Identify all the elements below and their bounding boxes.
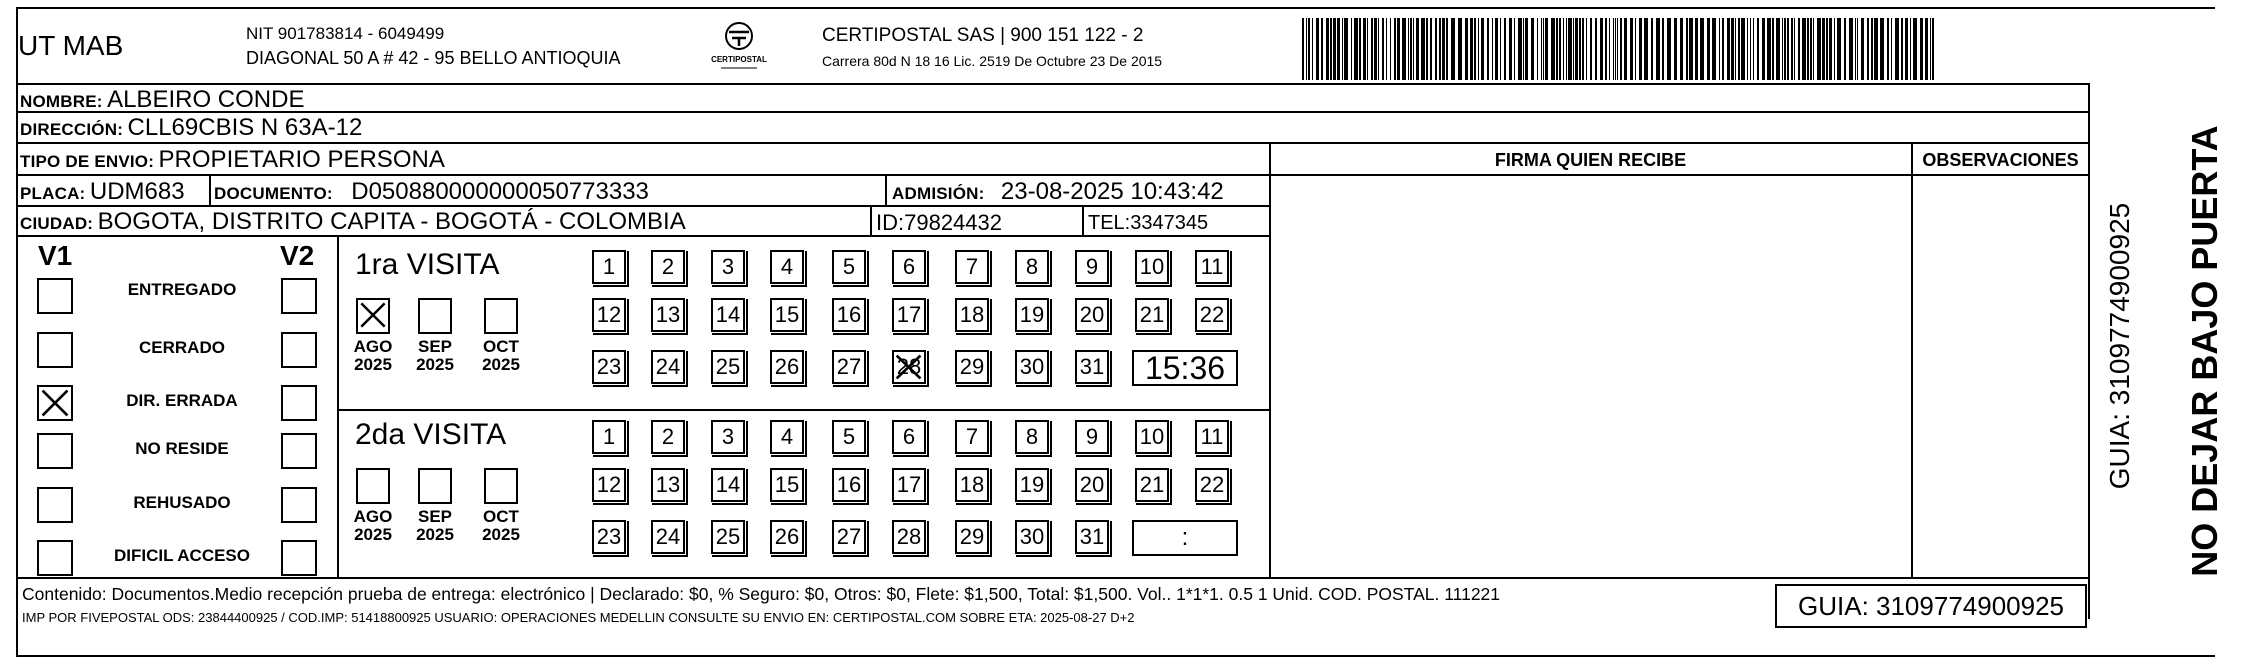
month-name: SEP [417, 507, 453, 526]
documento-row [214, 178, 649, 206]
day-box[interactable]: 8 [1015, 250, 1049, 284]
rule [16, 111, 2089, 113]
day-box[interactable]: 12 [592, 468, 626, 502]
status-label: CERRADO [139, 338, 225, 357]
svg-text:CERTIPOSTAL: CERTIPOSTAL [711, 55, 767, 64]
contents-line: Contenido: Documentos.Medio recepción prueba de entrega: electrónico | Declarado: $0, % Seguro: $0, Otros: $0, Flete: $1,500, Total: $1,500. Vol.. 1*1*1. 0.5 1 Unid. COD. POSTAL. 111221 [22, 584, 1501, 604]
month-checkbox[interactable] [418, 468, 452, 504]
day-box[interactable]: 26 [770, 350, 804, 384]
month-label [405, 338, 465, 374]
nit: NIT 901783814 - 6049499 [246, 24, 445, 43]
id-value: ID:79824432 [876, 210, 1002, 235]
day-box[interactable]: 3 [711, 420, 745, 454]
day-box[interactable]: 2 [651, 250, 685, 284]
month-name: AGO [353, 507, 393, 526]
documento-value: D050880000000050773333 [351, 178, 649, 205]
month-label [471, 338, 531, 374]
ciudad-label: CIUDAD: [20, 214, 94, 233]
day-box[interactable]: 25 [711, 520, 745, 554]
day-box[interactable]: 17 [892, 298, 926, 332]
tel-value: TEL:3347345 [1088, 212, 1209, 234]
day-box[interactable]: 4 [770, 250, 804, 284]
tipo-value: PROPIETARIO PERSONA [158, 146, 445, 173]
month-year: 2025 [482, 525, 520, 544]
day-box[interactable]: 18 [955, 468, 989, 502]
first-visit-title: 1ra VISITA [355, 248, 500, 281]
status-label: DIR. ERRADA [126, 391, 238, 410]
day-box[interactable]: 6 [892, 250, 926, 284]
day-box[interactable]: 21 [1135, 298, 1169, 332]
day-box[interactable]: 18 [955, 298, 989, 332]
day-box[interactable]: 26 [770, 520, 804, 554]
ciudad-value: BOGOTA, DISTRITO CAPITA - BOGOTÁ - COLOMBIA [97, 208, 686, 235]
guia-box: GUIA: 3109774900925 [1775, 584, 2087, 628]
month-name: OCT [483, 337, 519, 356]
day-box[interactable]: 27 [832, 350, 866, 384]
day-box[interactable]: 25 [711, 350, 745, 384]
day-box[interactable]: 19 [1015, 468, 1049, 502]
company-name: UT MAB [18, 30, 124, 61]
month-year: 2025 [354, 525, 392, 544]
sender-address: DIAGONAL 50 A # 42 - 95 BELLO ANTIOQUIA [246, 48, 621, 68]
bottom-border [16, 655, 2215, 657]
status-v2-checkbox[interactable] [281, 385, 317, 421]
status-label: NO RESIDE [135, 439, 229, 458]
month-label [471, 508, 531, 544]
nombre-label: NOMBRE: [20, 92, 103, 111]
month-checkbox[interactable] [356, 468, 390, 504]
day-box[interactable]: 9 [1075, 250, 1109, 284]
day-box[interactable]: 6 [892, 420, 926, 454]
direccion-label: DIRECCIÓN: [20, 120, 124, 139]
day-box[interactable]: 5 [832, 420, 866, 454]
tipo-row [20, 146, 445, 174]
day-box[interactable]: 20 [1075, 468, 1109, 502]
v2-label: V2 [280, 240, 315, 271]
status-v1-checkbox[interactable] [37, 385, 73, 421]
direccion-row [20, 114, 362, 142]
day-box[interactable]: 19 [1015, 298, 1049, 332]
admision-value: 23-08-2025 10:43:42 [1000, 178, 1224, 205]
month-checkbox[interactable] [418, 298, 452, 334]
month-label [343, 508, 403, 544]
day-box[interactable]: 16 [832, 468, 866, 502]
rule [16, 577, 2089, 579]
month-year: 2025 [416, 525, 454, 544]
day-box[interactable]: 28 [892, 350, 926, 384]
day-box[interactable]: 28 [892, 520, 926, 554]
placa-row [20, 178, 185, 206]
status-v2-checkbox[interactable] [281, 487, 317, 523]
certipostal-logo [707, 20, 771, 72]
day-box[interactable]: 7 [955, 250, 989, 284]
observations-area[interactable] [1914, 176, 2087, 576]
rule [16, 174, 1270, 176]
month-name: OCT [483, 507, 519, 526]
rule [1911, 142, 1913, 578]
day-box[interactable]: 31 [1075, 520, 1109, 554]
day-box[interactable]: 22 [1195, 468, 1229, 502]
ciudad-row [20, 208, 686, 236]
placa-label: PLACA: [20, 184, 86, 203]
day-box[interactable]: 16 [832, 298, 866, 332]
day-box[interactable]: 11 [1195, 420, 1229, 454]
day-box[interactable]: 24 [651, 520, 685, 554]
day-box[interactable]: 20 [1075, 298, 1109, 332]
left-border [16, 7, 18, 657]
day-box[interactable]: 31 [1075, 350, 1109, 384]
status-v1-checkbox[interactable] [37, 332, 73, 368]
tipo-label: TIPO DE ENVIO: [20, 152, 155, 171]
month-label [343, 338, 403, 374]
time-box[interactable]: 15:36 [1132, 350, 1238, 386]
barcode [1302, 18, 1938, 80]
day-box[interactable]: 22 [1195, 298, 1229, 332]
day-box[interactable]: 14 [711, 298, 745, 332]
time-box[interactable]: : [1132, 520, 1238, 556]
rule [337, 235, 339, 578]
month-checkbox[interactable] [484, 298, 518, 334]
day-box[interactable]: 4 [770, 420, 804, 454]
status-v1-checkbox[interactable] [37, 433, 73, 469]
day-box[interactable]: 7 [955, 420, 989, 454]
month-label [405, 508, 465, 544]
print-line: IMP POR FIVEPOSTAL ODS: 23844400925 / COD.IMP: 51418800925 USUARIO: OPERACIONES MEDELLIN CONSULTE SU ENVIO EN: CERTIPOSTAL.COM SOBRE ETA: 2025-08-27 D+2 [22, 610, 1135, 625]
day-box[interactable]: 11 [1195, 250, 1229, 284]
side-text [2184, 120, 2245, 600]
rule [870, 205, 872, 236]
day-box[interactable]: 8 [1015, 420, 1049, 454]
status-label: DIFICIL ACCESO [113, 546, 250, 565]
day-box[interactable]: 23 [592, 520, 626, 554]
rule [885, 174, 887, 206]
day-box[interactable]: 24 [651, 350, 685, 384]
day-box[interactable]: 27 [832, 520, 866, 554]
day-box[interactable]: 23 [592, 350, 626, 384]
day-box[interactable]: 29 [955, 350, 989, 384]
day-box[interactable]: 21 [1135, 468, 1169, 502]
direccion-value: CLL69CBIS N 63A-12 [127, 114, 363, 141]
rule [16, 142, 2089, 144]
firma-quien-recibe: FIRMA QUIEN RECIBE [1494, 150, 1687, 170]
day-box[interactable]: 15 [770, 298, 804, 332]
day-box[interactable]: 14 [711, 468, 745, 502]
month-checkbox[interactable] [484, 468, 518, 504]
rule [1082, 205, 1084, 236]
month-year: 2025 [482, 355, 520, 374]
day-box[interactable]: 10 [1135, 250, 1169, 284]
month-name: SEP [417, 337, 453, 356]
month-year: 2025 [416, 355, 454, 374]
v1-label: V1 [38, 240, 73, 271]
day-box[interactable]: 9 [1075, 420, 1109, 454]
day-box[interactable]: 10 [1135, 420, 1169, 454]
month-name: AGO [353, 337, 393, 356]
status-label: REHUSADO [133, 493, 231, 512]
day-box[interactable]: 13 [651, 468, 685, 502]
admision-row [892, 178, 1224, 206]
documento-label: DOCUMENTO: [214, 184, 333, 203]
day-box[interactable]: 15 [770, 468, 804, 502]
second-visit-title: 2da VISITA [355, 418, 507, 451]
status-label: ENTREGADO [127, 280, 237, 299]
top-border [16, 7, 2215, 9]
side-guia [2104, 120, 2160, 580]
placa-value: UDM683 [89, 178, 185, 205]
status-v2-checkbox[interactable] [281, 332, 317, 368]
day-box[interactable]: 5 [832, 250, 866, 284]
rule [337, 409, 1270, 411]
month-year: 2025 [354, 355, 392, 374]
no-dejar-bajo-puerta: NO DEJAR BAJO PUERTA [2184, 125, 2225, 577]
rule [16, 83, 2089, 85]
status-v2-checkbox[interactable] [281, 433, 317, 469]
day-box[interactable]: 13 [651, 298, 685, 332]
day-box[interactable]: 30 [1015, 350, 1049, 384]
day-box[interactable]: 29 [955, 520, 989, 554]
status-v1-checkbox[interactable] [37, 487, 73, 523]
status-v1-checkbox[interactable] [37, 278, 73, 314]
day-box[interactable]: 1 [592, 420, 626, 454]
status-v1-checkbox[interactable] [37, 540, 73, 576]
day-box[interactable]: 2 [651, 420, 685, 454]
status-v2-checkbox[interactable] [281, 278, 317, 314]
carrier-license: Carrera 80d N 18 16 Lic. 2519 De Octubre 23 De 2015 [822, 53, 1163, 69]
nombre-row [20, 86, 304, 114]
observaciones: OBSERVACIONES [1922, 150, 2079, 170]
day-box[interactable]: 17 [892, 468, 926, 502]
day-box[interactable]: 1 [592, 250, 626, 284]
nombre-value: ALBEIRO CONDE [107, 86, 305, 113]
rule [1269, 142, 1271, 578]
month-checkbox[interactable] [356, 298, 390, 334]
admision-label: ADMISIÓN: [892, 184, 985, 203]
status-v2-checkbox[interactable] [281, 540, 317, 576]
rule [2088, 83, 2090, 619]
signature-area[interactable] [1272, 176, 1910, 576]
rule [209, 174, 211, 206]
side-guia-text: GUIA: 3109774900925 [2104, 202, 2135, 490]
day-box[interactable]: 3 [711, 250, 745, 284]
day-box[interactable]: 12 [592, 298, 626, 332]
carrier-info: CERTIPOSTAL SAS | 900 151 122 - 2 [822, 25, 1144, 46]
day-box[interactable]: 30 [1015, 520, 1049, 554]
